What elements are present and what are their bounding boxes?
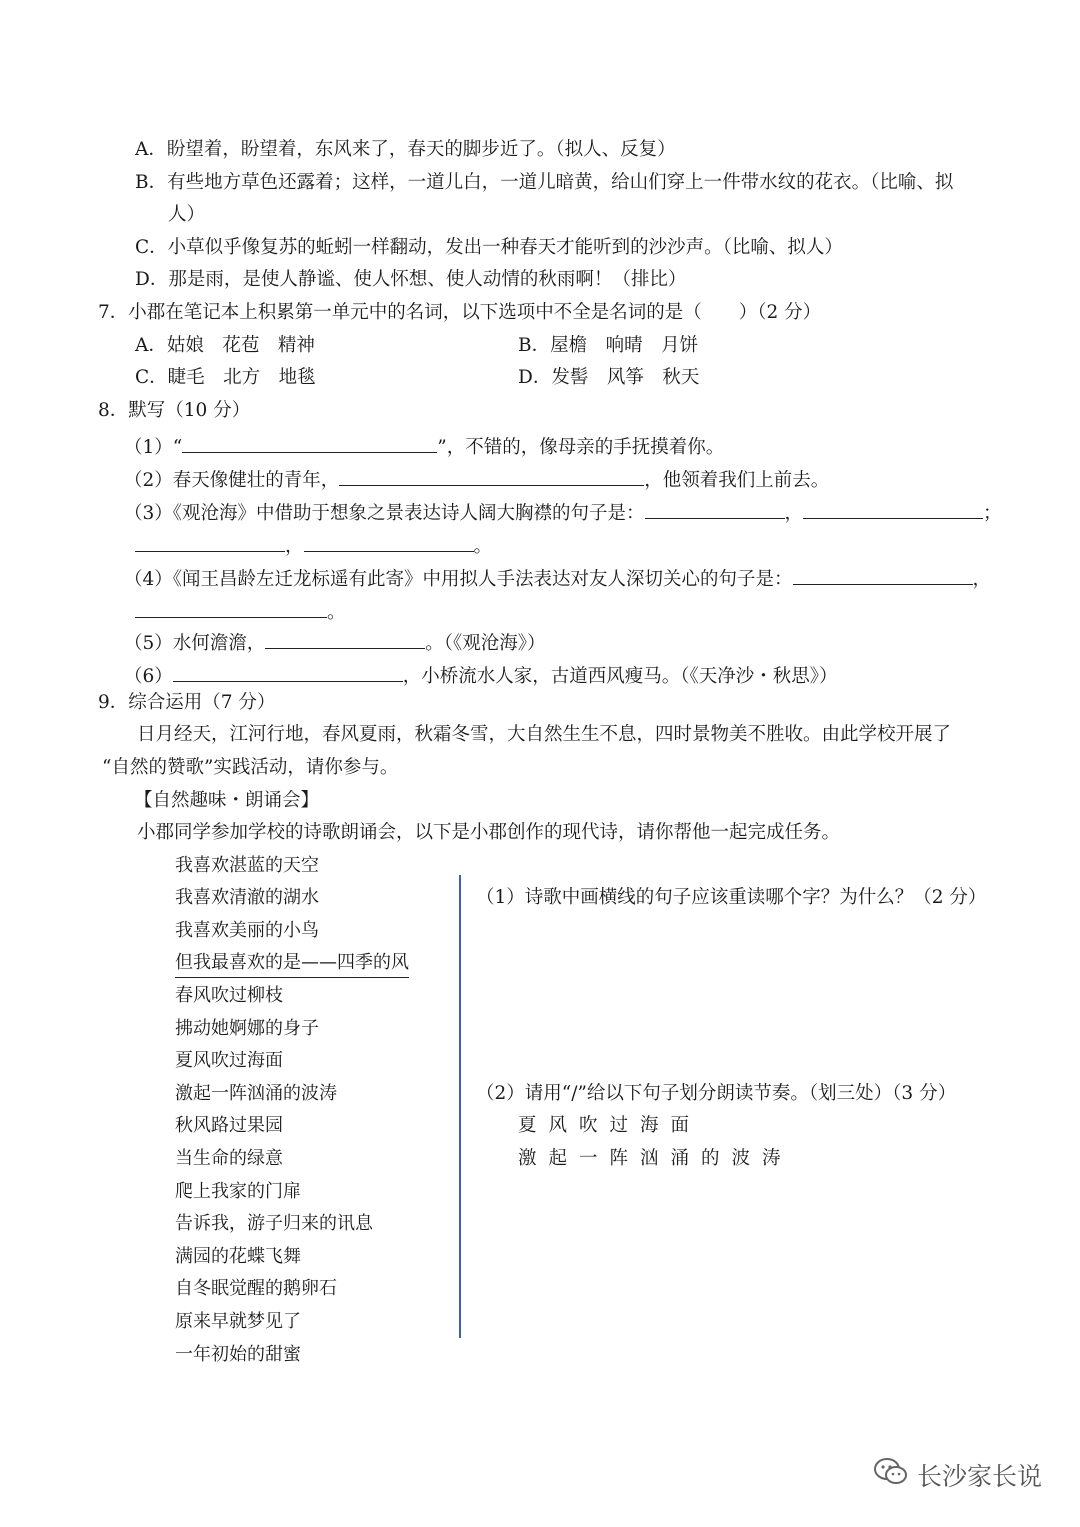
answer-blank[interactable] [304, 531, 474, 552]
q8-1-suffix: ”，不错的，像母亲的手抚摸着你。 [437, 437, 725, 458]
q9-stem: 9．综合运用（7 分） [98, 692, 276, 713]
q8-4-prefix: （4）《闻王昌龄左迁龙标遥有此寄》中用拟人手法表达对友人深切关心的句子是： [124, 569, 793, 590]
answer-blank[interactable] [182, 432, 437, 453]
q8-6-prefix: （6） [124, 666, 173, 687]
poem-line: 我喜欢美丽的小鸟 [175, 920, 319, 941]
q8-2-suffix: ，他领着我们上前去。 [644, 470, 830, 491]
q8-6-suffix: ，小桥流水人家，古道西风瘦马。（《天净沙・秋思》） [402, 666, 838, 687]
answer-blank[interactable] [793, 564, 973, 585]
answer-blank[interactable] [173, 661, 403, 682]
q8-item-3-cont [135, 531, 492, 559]
q8-3-comma2: ， [285, 536, 304, 557]
poem-line: 当生命的绿意 [175, 1148, 283, 1169]
q8-5-prefix: （5）水何澹澹， [124, 633, 266, 654]
answer-blank[interactable] [135, 597, 327, 618]
q8-4-comma: ， [972, 569, 992, 590]
q8-1-prefix: （1）“ [124, 437, 183, 458]
q8-item-4-cont [135, 597, 346, 625]
poem-line: 一年初始的甜蜜 [175, 1344, 301, 1365]
q8-item-1 [124, 432, 724, 460]
q7-option-c: C．睫毛 北方 地毯 [135, 367, 316, 388]
q7-option-a: A．姑娘 花苞 精神 [135, 335, 315, 356]
q6-option-d: D．那是雨，是使人静谧、使人怀想、使人动情的秋雨啊！（排比） [135, 269, 687, 290]
q9-sub2: （2）请用“/”给以下句子划分朗读节奏。（划三处）（3 分） [476, 1083, 957, 1104]
q8-5-suffix: 。（《观沧海》） [425, 633, 546, 654]
wechat-icon [873, 1457, 909, 1493]
answer-blank[interactable] [135, 531, 285, 552]
poem-line: 告诉我，游子归来的讯息 [175, 1213, 373, 1234]
q7-option-d: D．发髻 风筝 秋天 [518, 367, 700, 388]
poem-line: 满园的花蝶飞舞 [175, 1246, 301, 1267]
q9-section-title: 【自然趣味・朗诵会】 [134, 790, 320, 811]
watermark-text: 长沙家长说 [916, 1462, 1042, 1491]
poem-line: 我喜欢湛蓝的天空 [175, 855, 319, 876]
q8-3-prefix: （3）《观沧海》中借助于想象之景表达诗人阔大胸襟的句子是： [124, 503, 645, 524]
poem-line: 自冬眠觉醒的鹅卵石 [175, 1278, 337, 1299]
q9-intro-line1: 日月经天，江河行地，春风夏雨，秋霜冬雪，大自然生生不息，四时景物美不胜收。由此学校开展了 [137, 724, 952, 745]
q9-sub1: （1）诗歌中画横线的句子应该重读哪个字？为什么？（2 分） [476, 887, 987, 908]
q8-2-prefix: （2）春天像健壮的青年， [124, 470, 340, 491]
rhythm-sentence-2: 激起一阵汹涌的波涛 [518, 1148, 793, 1169]
q8-item-6 [124, 661, 838, 689]
answer-blank[interactable] [265, 628, 425, 649]
q8-stem: 8．默写（10 分） [98, 400, 251, 421]
poem-line: 春风吹过柳枝 [175, 985, 283, 1006]
poem-line: 爬上我家的门扉 [175, 1181, 301, 1202]
poem-line: 夏风吹过海面 [175, 1050, 283, 1071]
q6-option-b-line2: 人） [168, 204, 206, 225]
q8-3-comma: ， [784, 503, 804, 524]
q8-4-end: 。 [327, 602, 346, 623]
wechat-watermark [873, 1457, 1042, 1493]
q7-option-b: B．屋檐 响晴 月饼 [518, 335, 699, 356]
answer-blank[interactable] [339, 465, 644, 486]
q9-intro-line2: “自然的赞歌”实践活动，请你参与。 [102, 757, 399, 778]
poem-line: 激起一阵汹涌的波涛 [175, 1083, 337, 1104]
q9-task: 小郡同学参加学校的诗歌朗诵会，以下是小郡创作的现代诗，请你帮他一起完成任务。 [137, 822, 841, 843]
q8-3-semicolon: ； [983, 503, 1002, 524]
q8-3-end: 。 [473, 536, 493, 557]
q6-option-c: C．小草似乎像复苏的蚯蚓一样翻动，发出一种春天才能听到的沙沙声。（比喻、拟人） [135, 237, 843, 258]
q8-item-2 [124, 465, 829, 493]
answer-blank[interactable] [645, 498, 785, 519]
poem-line: 原来早就梦见了 [175, 1311, 301, 1332]
q8-item-4 [124, 564, 991, 592]
poem-line: 秋风路过果园 [175, 1115, 283, 1136]
answer-blank[interactable] [803, 498, 983, 519]
q8-item-3 [124, 498, 1002, 526]
q7-stem: 7．小郡在笔记本上积累第一单元中的名词，以下选项中不全是名词的是（ ）（2 分） [98, 302, 822, 323]
rhythm-sentence-1: 夏风吹过海面 [518, 1115, 702, 1136]
q6-option-b-line1: B．有些地方草色还露着；这样，一道儿白，一道儿暗黄，给山们穿上一件带水纹的花衣。（比喻、拟 [135, 172, 954, 193]
poem-line: 拂动她婀娜的身子 [175, 1018, 319, 1039]
q6-option-a: A．盼望着，盼望着，东风来了，春天的脚步近了。（拟人、反复） [135, 139, 676, 160]
poem-line: 我喜欢清澈的湖水 [175, 887, 319, 908]
column-divider [459, 875, 461, 1338]
poem-line-underlined: 但我最喜欢的是——四季的风 [175, 951, 409, 978]
q8-item-5 [124, 628, 546, 656]
